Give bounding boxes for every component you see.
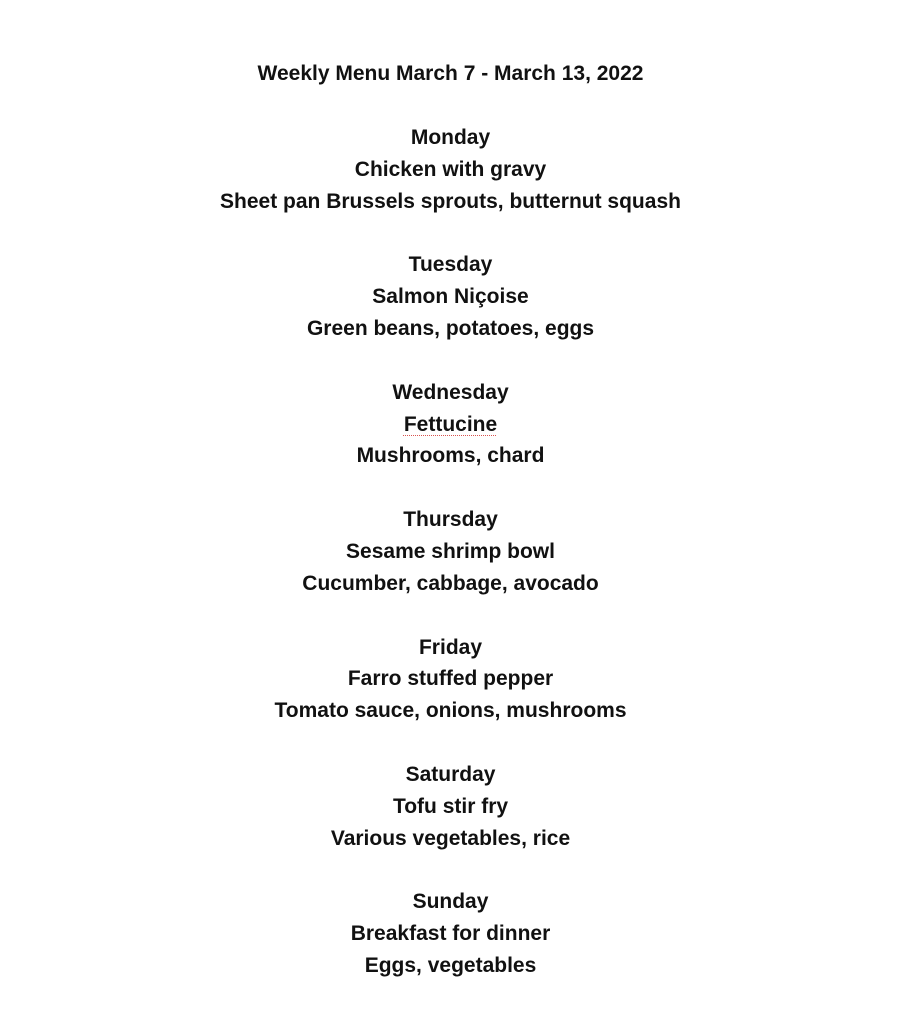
day-block-tuesday	[0, 249, 901, 344]
side-dishes: Mushrooms, chard	[356, 444, 545, 468]
side-dishes: Various vegetables, rice	[330, 826, 571, 850]
day-name: Friday	[418, 635, 483, 659]
day-name: Saturday	[405, 762, 496, 786]
side-dishes: Green beans, potatoes, eggs	[306, 316, 595, 340]
main-dish: Breakfast for dinner	[350, 922, 551, 946]
main-dish: Farro stuffed pepper	[347, 667, 554, 691]
side-dishes: Tomato sauce, onions, mushrooms	[274, 699, 627, 723]
day-block-saturday	[0, 759, 901, 854]
main-dish: Sesame shrimp bowl	[346, 539, 555, 563]
side-dishes: Sheet pan Brussels sprouts, butternut squash	[220, 189, 681, 213]
day-name: Wednesday	[392, 380, 509, 404]
side-dishes: Cucumber, cabbage, avocado	[302, 571, 599, 595]
day-name: Thursday	[403, 508, 498, 532]
main-dish: Chicken with gravy	[354, 157, 547, 181]
day-block-monday	[0, 122, 901, 217]
spellcheck-flagged-word[interactable]: Fettucine	[403, 412, 498, 436]
day-block-friday	[0, 632, 901, 727]
main-dish: Salmon Niçoise	[372, 285, 529, 309]
day-block-sunday	[0, 886, 901, 981]
main-dish: Tofu stir fry	[392, 794, 509, 818]
menu-title: Weekly Menu March 7 - March 13, 2022	[257, 62, 644, 85]
day-name: Monday	[410, 126, 491, 149]
day-block-thursday	[0, 504, 901, 599]
day-name: Sunday	[412, 890, 489, 914]
menu-document	[0, 58, 901, 982]
main-dish	[0, 409, 901, 441]
side-dishes: Eggs, vegetables	[364, 953, 537, 977]
day-name: Tuesday	[408, 253, 493, 277]
day-block-wednesday	[0, 377, 901, 472]
